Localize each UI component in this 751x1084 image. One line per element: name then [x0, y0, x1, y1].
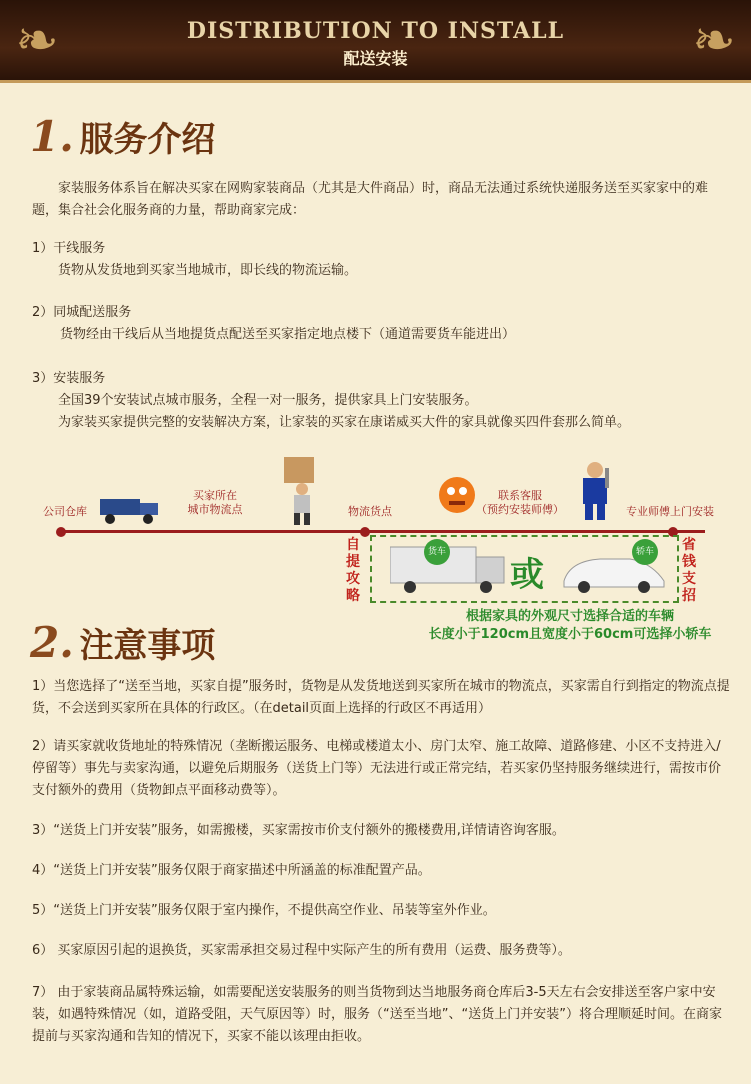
money-saving-label: 省钱支招	[682, 537, 696, 604]
car-tag: 轿车	[632, 539, 658, 565]
notice-item: 2）请买家就收货地址的特殊情况（垄断搬运服务、电梯或楼道太小、房门太窄、施工故障、道路修建、小区不支持进入/停留等）事先与卖家沟通，以避免后期服务（送货上门等）无法进行或正常完结，若买家仍坚持服务继续进行，需按市价支付额外的费用（货物卸点平面移动费等）。	[32, 739, 722, 798]
service-item-line: 货物从发货地到买家当地城市，即长线的物流运输。	[58, 263, 358, 278]
intro-paragraph: 家装服务体系旨在解决买家在网购家装商品（尤其是大件商品）时，商品无法通过系统快递服务送至买家家中的难题，集合社会化服务商的力量，帮助商家完成：	[32, 181, 709, 218]
installer-icon	[575, 460, 615, 522]
section-title: 服务介绍	[79, 120, 216, 160]
angel-statue-icon: ❧	[15, 11, 59, 71]
step-label: 买家所在 城市物流点	[187, 489, 243, 516]
step-label: 公司仓库	[43, 505, 87, 518]
banner-title-cn: 配送安装	[343, 49, 408, 68]
service-item-line: 全国39个安装试点城市服务，全程一对一服务，提供家具上门安装服务。	[58, 393, 478, 408]
vehicle-note-1: 根据家具的外观尺寸选择合适的车辆	[465, 609, 674, 624]
header-banner	[0, 0, 751, 83]
vehicle-note-2: 长度小于120cm且宽度小于60cm可选择小轿车	[428, 627, 712, 642]
section-number: 1.	[30, 112, 74, 161]
truck-icon	[100, 495, 162, 525]
service-item-head: 1）干线服务	[32, 241, 106, 256]
service-item	[32, 302, 732, 346]
or-text: 或	[510, 555, 544, 595]
service-item	[32, 238, 732, 282]
flow-line	[60, 530, 705, 533]
flow-node	[360, 527, 370, 537]
step-label: 专业师傅上门安装	[626, 505, 714, 518]
section-title: 注意事项	[79, 626, 216, 666]
service-item-head: 3）安装服务	[32, 371, 106, 386]
section-number: 2.	[30, 618, 74, 667]
service-item-line: 货物经由干线后从当地提货点配送至买家指定地点楼下（通道需要货车能进出）	[60, 327, 516, 342]
delivery-flow-diagram	[30, 455, 730, 640]
step-label: 物流货点	[348, 505, 392, 518]
banner-title-en: DISTRIBUTION TO INSTALL	[186, 18, 565, 44]
flow-node	[56, 527, 66, 537]
self-pickup-label: 自提攻略	[346, 537, 360, 604]
service-item-line: 为家装买家提供完整的安装解决方案，让家装的买家在康诺威买大件的家具就像买四件套那么简单。	[58, 415, 631, 430]
section-heading-1	[30, 112, 215, 161]
notice-item: 3）“送货上门并安装”服务，如需搬楼，买家需按市价支付额外的搬楼费用,详情请咨询客服。	[32, 823, 565, 838]
delivery-truck-icon	[390, 541, 510, 595]
angel-statue-icon: ❧	[692, 11, 736, 71]
step-label: 联系客服 （预约安装师傅）	[476, 489, 564, 516]
notice-item: 6） 买家原因引起的退换货，买家需承担交易过程中实际产生的所有费用（运费、服务费等）。	[32, 943, 571, 958]
service-item	[32, 368, 732, 434]
notice-item: 1）当您选择了“送至当地，买家自提”服务时，货物是从发货地送到买家所在城市的物流点，买家需自行到指定的物流点提货，不会送到买家所在具体的行政区。（在detail页面上选择的行政区不再适用）	[32, 679, 730, 716]
truck-tag: 货车	[424, 539, 450, 565]
service-item-head: 2）同城配送服务	[32, 305, 132, 320]
notice-item: 7） 由于家装商品属特殊运输，如需要配送安装服务的则当货物到达当地服务商仓库后3-5天左右会安排送至客户家中安装，如遇特殊情况（如，道路受阻，天气原因等）时，服务（“送至当地”、“送货上门并安装”）将合理顺延时间。在商家提前与买家沟通和告知的情况下，买家不能以该理由拒收。	[32, 985, 722, 1044]
notice-item: 4）“送货上门并安装”服务仅限于商家描述中所涵盖的标准配置产品。	[32, 863, 431, 878]
porter-icon	[278, 455, 324, 525]
customer-service-icon	[435, 473, 479, 519]
notice-item: 5）“送货上门并安装”服务仅限于室内操作，不提供高空作业、吊装等室外作业。	[32, 903, 496, 918]
section-heading-2	[30, 618, 215, 667]
